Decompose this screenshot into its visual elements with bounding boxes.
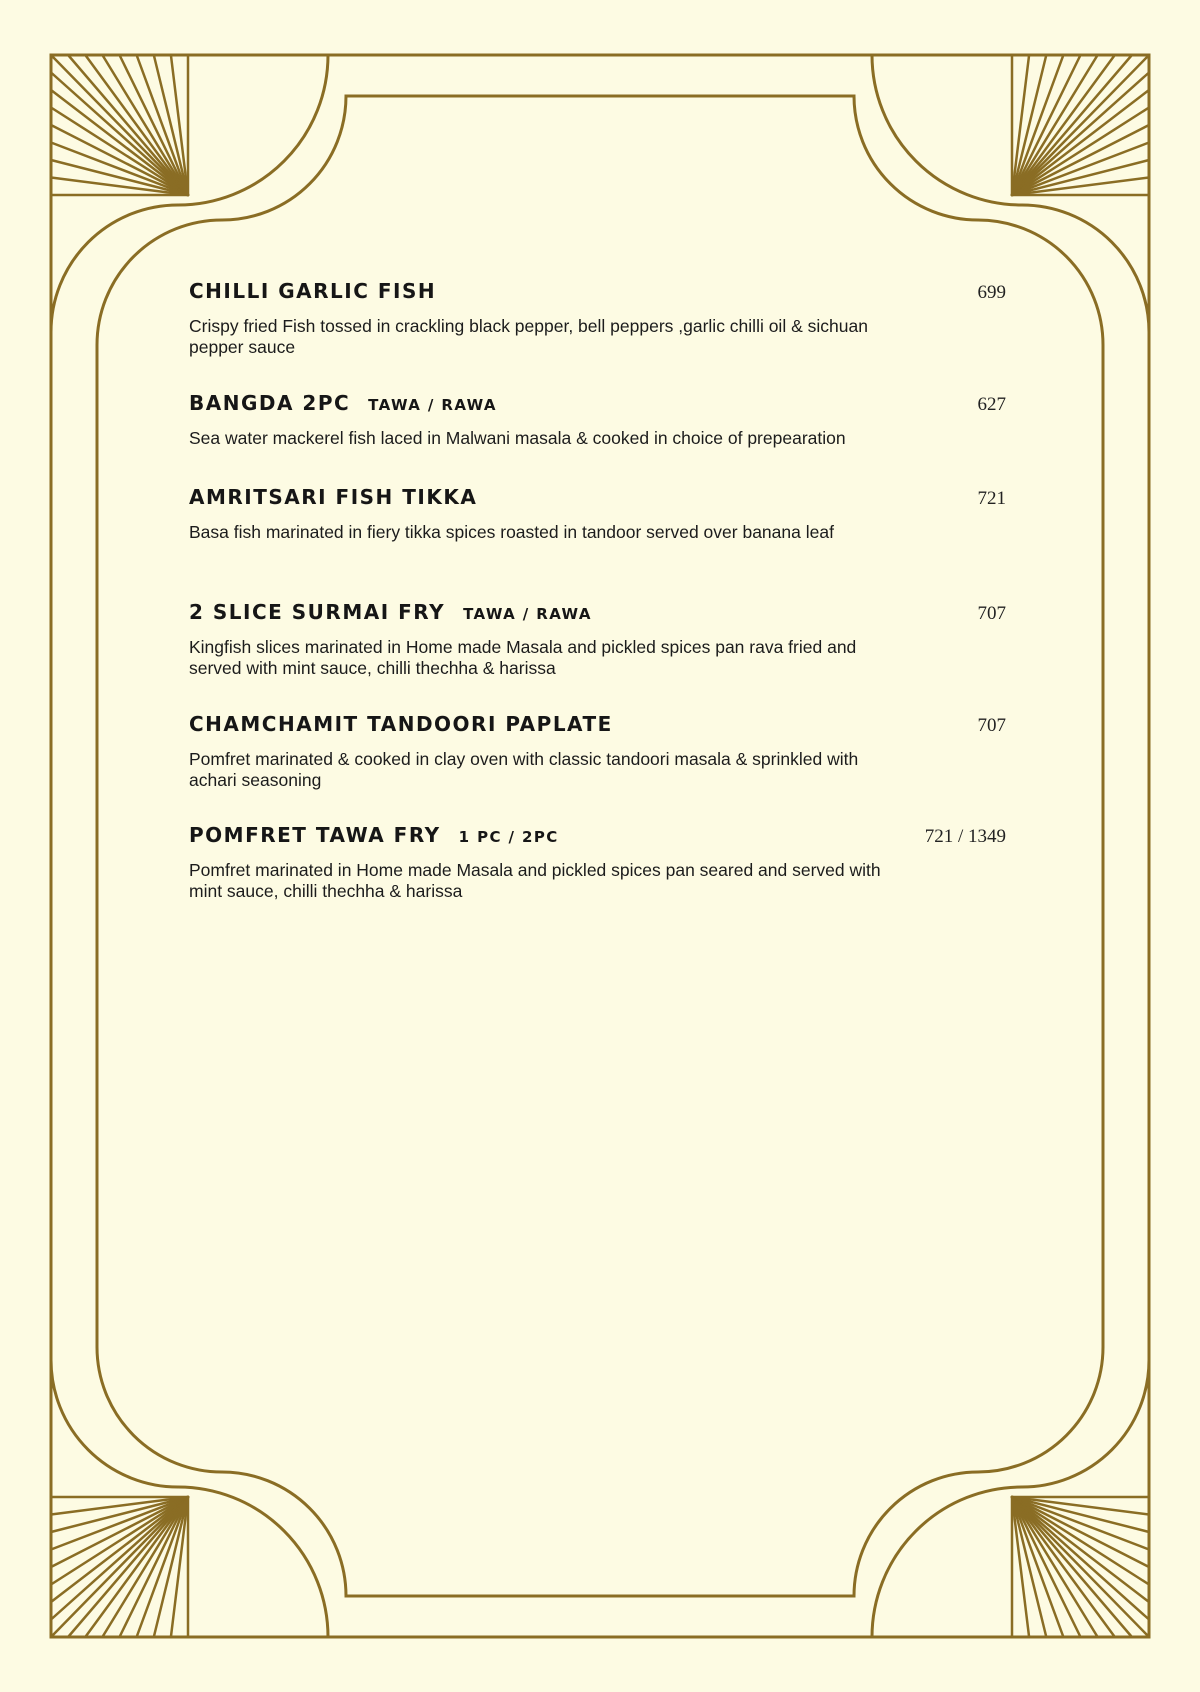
- menu-item-description: Crispy fried Fish tossed in crackling black pepper, bell peppers ,garlic chilli oil & sichuan pepper sauce: [189, 316, 868, 357]
- menu-item-price: 707: [977, 603, 1006, 624]
- menu-item-price: 699: [977, 282, 1006, 303]
- menu-item-header: [189, 391, 1006, 421]
- menu-item-price: 707: [977, 715, 1006, 736]
- menu-item-chilli-garlic-fish: [189, 279, 1006, 358]
- menu-item-name: AMRITSARI FISH TIKKA: [189, 485, 478, 509]
- menu-item-header: [189, 279, 1006, 309]
- menu-item-header: [189, 485, 1006, 515]
- sunburst-ray: [1012, 55, 1149, 195]
- menu-item-description: Sea water mackerel fish laced in Malwani masala & cooked in choice of prepearation: [189, 428, 846, 448]
- menu-item-description: Pomfret marinated in Home made Masala and pickled spices pan seared and served with mint sauce, chilli thechha & harissa: [189, 860, 881, 901]
- menu-item-header: [189, 823, 1006, 853]
- sunburst-ornament-bottom-left: [51, 1497, 188, 1637]
- sunburst-ray: [51, 1497, 188, 1637]
- menu-item-description: Kingfish slices marinated in Home made Masala and pickled spices pan rava fried and served with mint sauce, chilli thechha & harissa: [189, 637, 857, 678]
- sunburst-ornament-top-left: [51, 55, 188, 195]
- menu-item-header: [189, 600, 1006, 630]
- menu-item-price: 627: [977, 394, 1006, 415]
- menu-item-price: 721 / 1349: [924, 826, 1006, 847]
- menu-item-name: BANGDA 2PC: [189, 391, 351, 415]
- menu-item-price: 721: [977, 488, 1006, 509]
- sunburst-ornament-top-right: [1012, 55, 1149, 195]
- sunburst-ray: [1012, 1497, 1149, 1637]
- menu-item-2-slice-surmai-fry: [189, 600, 1006, 679]
- menu-item-variant-options: TAWA / RAWA: [463, 605, 592, 623]
- menu-item-name: 2 SLICE SURMAI FRY: [189, 600, 446, 624]
- sunburst-ray: [51, 55, 188, 195]
- menu-item-description: Pomfret marinated & cooked in clay oven with classic tandoori masala & sprinkled with achari seasoning: [189, 749, 859, 790]
- menu-item-name: CHAMCHAMIT TANDOORI PAPLATE: [189, 712, 613, 736]
- sunburst-ornament-bottom-right: [1012, 1497, 1149, 1637]
- menu-item-description: Basa fish marinated in fiery tikka spices roasted in tandoor served over banana leaf: [189, 522, 834, 542]
- menu-item-chamchamit-tandoori-paplate: [189, 712, 1006, 791]
- menu-item-amritsari-fish-tikka: [189, 485, 1006, 543]
- menu-item-bangda-2pc: [189, 391, 1006, 449]
- menu-item-header: [189, 712, 1006, 742]
- menu-item-variant-options: 1 PC / 2PC: [458, 828, 559, 846]
- menu-item-variant-options: TAWA / RAWA: [368, 396, 497, 414]
- menu-item-name: CHILLI GARLIC FISH: [189, 279, 437, 303]
- menu-item-name: POMFRET TAWA FRY: [189, 823, 441, 847]
- menu-item-pomfret-tawa-fry: [189, 823, 1006, 902]
